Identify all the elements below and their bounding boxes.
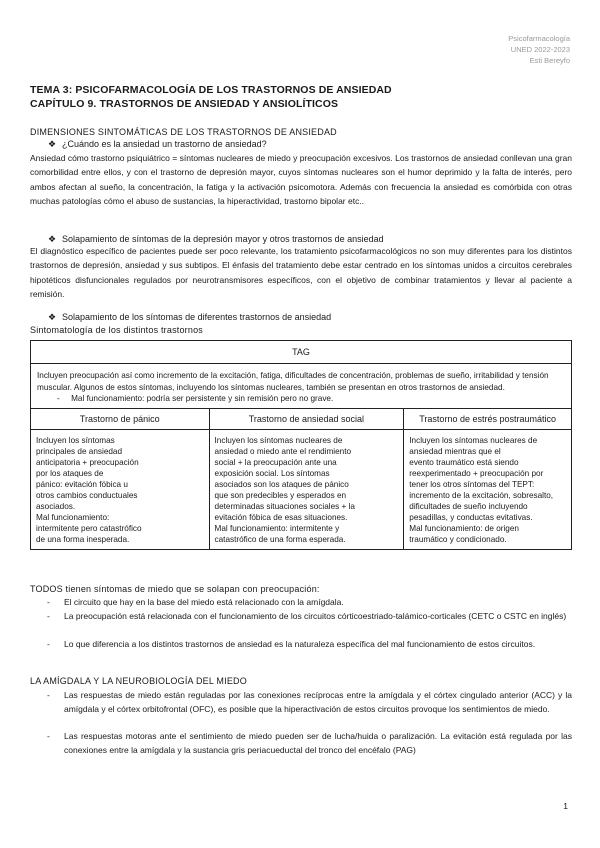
table-line: determinadas situaciones sociales + la bbox=[214, 501, 355, 511]
page-number: 1 bbox=[563, 801, 568, 811]
table-line: otros cambios conductuales bbox=[36, 490, 138, 500]
ptsd-header: Trastorno de estrés postraumático bbox=[404, 408, 572, 429]
section1-bullet bbox=[48, 139, 267, 150]
header-author: Esti Bereyfo bbox=[529, 56, 570, 65]
ptsd-cell bbox=[404, 429, 572, 549]
table-line: exposición social. Los síntomas bbox=[214, 468, 330, 478]
dash-marker: - bbox=[47, 731, 50, 741]
section4-item-3 bbox=[48, 638, 572, 652]
section4-item-text: La preocupación está relacionada con el funcionamiento de los circuitos córticoestriado-talámico-corticales (CETC o CSTC en inglés) bbox=[64, 611, 567, 621]
tag-dash-text: Mal funcionamiento: podría ser persistente y sin remisión pero no grave. bbox=[71, 394, 334, 404]
table-line: dificultades de sueño incluyendo bbox=[409, 501, 528, 511]
diamond-bullet-icon: ❖ bbox=[48, 234, 57, 244]
table-line: Mal funcionamiento: intermitente y bbox=[214, 523, 340, 533]
chapter-title: CAPÍTULO 9. TRASTORNOS DE ANSIEDAD Y ANSIOLÍTICOS bbox=[30, 98, 339, 110]
section3-bullet bbox=[48, 312, 331, 323]
dash-marker: - bbox=[47, 597, 50, 607]
panic-cell bbox=[31, 429, 210, 549]
table-line: Mal funcionamiento: bbox=[36, 512, 110, 522]
section5-item-text: Las respuestas motoras ante el sentimiento de miedo pueden ser de lucha/huida o paralización. La evitación está regulada por las conexiones entre la amígdala y la sustancia gris periacueductal del tronco del encéfalo (PAG) bbox=[64, 731, 572, 755]
table-line: Incluyen los síntomas bbox=[36, 435, 115, 445]
table-line: reexperimentado + preocupación por bbox=[409, 468, 544, 478]
section1-heading: DIMENSIONES SINTOMÁTICAS DE LOS TRASTORNOS DE ANSIEDAD bbox=[30, 127, 337, 137]
table-line: pánico: evitación fóbica u bbox=[36, 479, 128, 489]
tag-description bbox=[31, 364, 572, 409]
page-header bbox=[508, 33, 570, 66]
tag-header: TAG bbox=[31, 341, 572, 364]
section4-item-1 bbox=[48, 596, 572, 610]
header-subject: Psicofarmacología bbox=[508, 34, 570, 43]
section2-bullet-text: Solapamiento de síntomas de la depresión mayor y otros trastornos de ansiedad bbox=[62, 234, 384, 244]
table-line: por los ataques de bbox=[36, 468, 104, 478]
section4-intro: TODOS tienen síntomas de miedo que se solapan con preocupación: bbox=[30, 584, 320, 594]
table-line: tener los otros síntomas del TEPT: bbox=[409, 479, 535, 489]
table-line: catastrófico de una forma esperada. bbox=[214, 534, 346, 544]
table-line: ansiedad o miedo ante el rendimiento bbox=[214, 446, 352, 456]
dash-marker: - bbox=[47, 639, 50, 649]
main-title: TEMA 3: PSICOFARMACOLOGÍA DE LOS TRASTORNOS DE ANSIEDAD bbox=[30, 84, 392, 96]
section4-item-text: El circuito que hay en la base del miedo está relacionado con la amígdala. bbox=[64, 597, 344, 607]
section1-bullet-text: ¿Cuándo es la ansiedad un trastorno de ansiedad? bbox=[62, 139, 267, 149]
tag-dash-item: - Mal funcionamiento: podría ser persistente y sin remisión pero no grave. bbox=[57, 394, 334, 404]
diamond-bullet-icon: ❖ bbox=[48, 312, 57, 322]
table-line: social + la preocupación ante una bbox=[214, 457, 337, 467]
dash-marker: - bbox=[47, 611, 50, 621]
table-line: principales de ansiedad bbox=[36, 446, 123, 456]
table-line: de una forma inesperada. bbox=[36, 534, 130, 544]
table-line: asociados. bbox=[36, 501, 76, 511]
table-line: incremento de la excitación, sobresalto, bbox=[409, 490, 554, 500]
table-line: evento traumático está siendo bbox=[409, 457, 519, 467]
table-line: asociados son los ataques de pánico bbox=[214, 479, 349, 489]
table-line: Mal funcionamiento: de origen bbox=[409, 523, 519, 533]
symptoms-table bbox=[30, 340, 572, 550]
section5-heading: LA AMÍGDALA Y LA NEUROBIOLOGÍA DEL MIEDO bbox=[30, 676, 247, 686]
section4-item-text: Lo que diferencia a los distintos trastornos de ansiedad es la naturaleza específica del mal funcionamiento de estos circuitos. bbox=[64, 639, 536, 649]
table-line: ansiedad mientras que el bbox=[409, 446, 501, 456]
section3-subheading: Sintomatología de los distintos trastornos bbox=[30, 325, 203, 335]
header-course: UNED 2022-2023 bbox=[510, 45, 570, 54]
table-line: evitación fóbica de esas situaciones. bbox=[214, 512, 348, 522]
table-line: Incluyen los síntomas nucleares de bbox=[409, 435, 538, 445]
dash-marker: - bbox=[47, 690, 50, 700]
panic-header: Trastorno de pánico bbox=[31, 408, 210, 429]
social-anxiety-header: Trastorno de ansiedad social bbox=[209, 408, 404, 429]
section3-bullet-text: Solapamiento de los síntomas de diferentes trastornos de ansiedad bbox=[62, 312, 332, 322]
diamond-bullet-icon: ❖ bbox=[48, 139, 57, 149]
table-line: anticipatoria + preocupación bbox=[36, 457, 139, 467]
social-anxiety-cell bbox=[209, 429, 404, 549]
section5-item-1 bbox=[48, 689, 572, 716]
tag-body: Incluyen preocupación así como incremento de la excitación, fatiga, dificultades de concentración, problemas de sueño, irritabilidad y tensión muscular. Algunos de estos síntomas, incluyendo los síntomas nucleares, también se presentan en otros trastornos de ansiedad. bbox=[37, 371, 549, 392]
section5-item-2 bbox=[48, 730, 572, 757]
section5-item-text: Las respuestas de miedo están reguladas por las conexiones recíprocas entre la amígdala y el córtex cingulado anterior (ACC) y la amígdala y el córtex orbitofrontal (OFC), es posible que la hiperactivación de estos circuitos provoque los sentimientos de miedo. bbox=[64, 690, 572, 714]
table-line: pesadillas, y conductas evitativas. bbox=[409, 512, 533, 522]
table-line: que son predecibles y esperados en bbox=[214, 490, 347, 500]
table-line: intermitente pero catastrófico bbox=[36, 523, 142, 533]
section2-paragraph: El diagnóstico específico de pacientes puede ser poco relevante, los tratamiento psicofarmacológicos no son muy diferentes para los distintos trastornos de depresión, ansiedad y sus subtipos. El énfasis del tratamiento debe estar centrado en los síntomas unidos a circuitos cerebrales hipotéticos disfuncionales regulados por neurotransmisores específicos, con el objetivo de combinar tratamientos y llevar al paciente a remisión. bbox=[30, 246, 572, 299]
section4-item-2 bbox=[48, 610, 572, 624]
section1-paragraph: Ansiedad cómo trastorno psiquiátrico = síntomas nucleares de miedo y preocupación excesivos. Los trastornos de ansiedad conllevan una gran comorbilidad entre ellos, y con el trastorno de depresión mayor, cuyos síntomas nucleares son el humor deprimido y la falta de interés, pero ambos afectan al sueño, la concentración, la fatiga y la activación psicomotora. Además con frecuencia la ansiedad es comórbida con otras muchas patologías cómo el abuso de sustancias, la hiperactividad, trastorno bipolar etc.. bbox=[30, 153, 572, 206]
table-line: Incluyen los síntomas nucleares de bbox=[214, 435, 343, 445]
table-line: traumático y condicionado. bbox=[409, 534, 507, 544]
